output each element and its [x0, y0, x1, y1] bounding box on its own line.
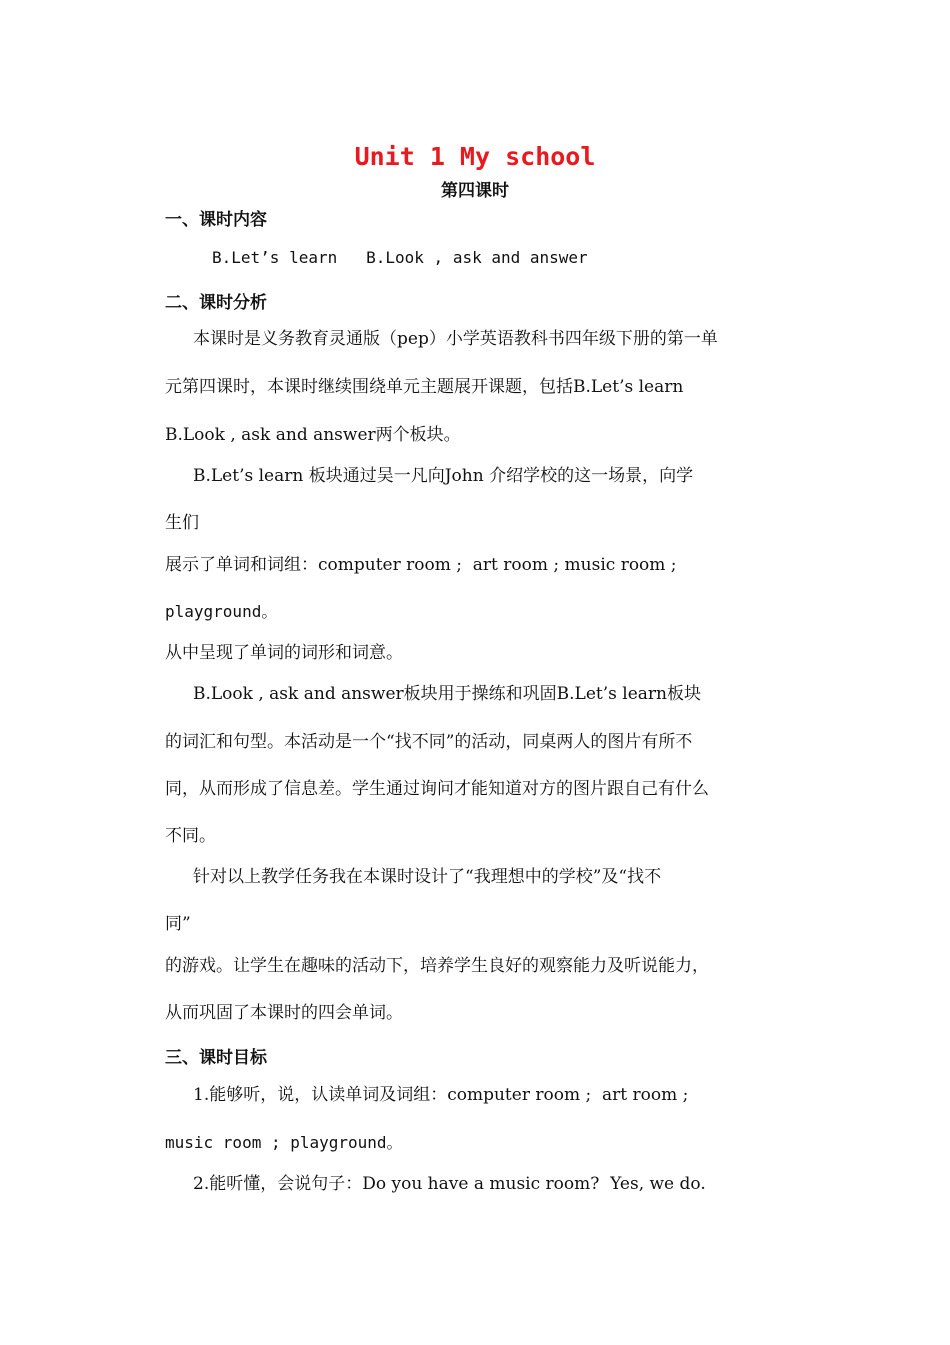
goal-line: 2.能听懂，会说句子：Do you have a music room? Yes, we do. — [193, 1174, 706, 1194]
paragraph-line: 本课时是义务教育灵通版（pep）小学英语教科书四年级下册的第一单 — [193, 329, 718, 349]
lesson-subtitle: 第四课时 — [441, 181, 509, 201]
paragraph-line: B.Let’s learn 板块通过吴一凡向John 介绍学校的这一场景，向学 — [193, 466, 694, 486]
goal-line: 1.能够听，说，认读单词及词组：computer room ; art room ; — [193, 1085, 689, 1105]
paragraph-line: 的词汇和句型。本活动是一个“找不同”的活动，同桌两人的图片有所不 — [165, 732, 693, 752]
paragraph-line: B.Look , ask and answer板块用于操练和巩固B.Let’s learn板块 — [193, 684, 701, 704]
paragraph-line: playground。 — [165, 602, 278, 621]
paragraph-line: 元第四课时，本课时继续围绕单元主题展开课题，包括B.Let’s learn — [165, 377, 684, 397]
section-heading-content: 一、课时内容 — [165, 210, 267, 230]
paragraph-line: 从中呈现了单词的词形和词意。 — [165, 643, 403, 663]
section-heading-goals: 三、课时目标 — [165, 1048, 267, 1068]
paragraph-line: 同，从而形成了信息差。学生通过询问才能知道对方的图片跟自己有什么 — [165, 779, 709, 799]
goal-line: music room ; playground。 — [165, 1133, 403, 1152]
paragraph-line: 从而巩固了本课时的四会单词。 — [165, 1003, 403, 1023]
paragraph-line: B.Look , ask and answer两个板块。 — [165, 425, 461, 445]
paragraph-line: 展示了单词和词组：computer room ; art room ; music room ; — [165, 555, 677, 575]
paragraph-line: 针对以上教学任务我在本课时设计了“我理想中的学校”及“找不 — [193, 867, 662, 887]
paragraph-line: 的游戏。让学生在趣味的活动下，培养学生良好的观察能力及听说能力， — [165, 956, 709, 976]
content-line: B.Let’s learn B.Look , ask and answer — [212, 248, 588, 267]
paragraph-line: 同” — [165, 914, 191, 934]
section-heading-analysis: 二、课时分析 — [165, 293, 267, 313]
paragraph-line: 生们 — [165, 513, 199, 533]
paragraph-line: 不同。 — [165, 826, 216, 846]
page-title: Unit 1 My school — [354, 142, 596, 171]
